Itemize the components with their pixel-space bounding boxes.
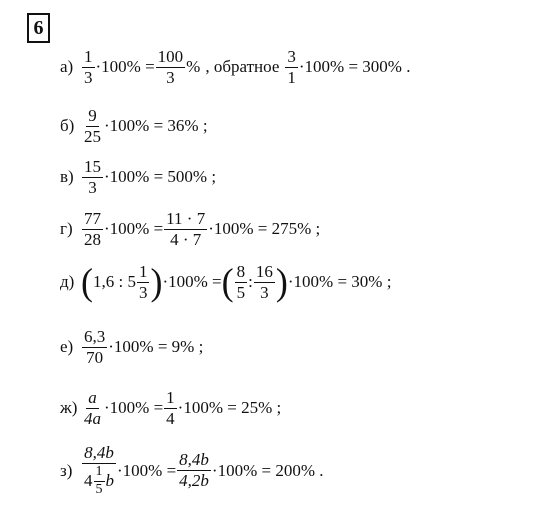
item-label: з) xyxy=(60,460,73,480)
fraction xyxy=(285,48,298,87)
item-g xyxy=(60,210,320,249)
expression-text: 1,6 : 5 xyxy=(93,272,136,292)
whole-part: 4 xyxy=(84,471,93,491)
expression-text: ·100% = 30% ; xyxy=(287,272,392,292)
item-label: д) xyxy=(60,272,75,292)
item-label: г) xyxy=(60,219,73,239)
fraction xyxy=(94,465,105,497)
expression-text: ·100% = xyxy=(162,272,222,292)
item-label: е) xyxy=(60,337,74,357)
expression-text: ·100% = 200% . xyxy=(211,460,324,480)
fraction xyxy=(82,389,103,428)
denominator: 28 xyxy=(84,229,101,249)
fraction xyxy=(82,328,107,367)
item-z xyxy=(60,444,324,497)
expression-text: ·100% = xyxy=(104,219,164,239)
problem-number-box: 6 xyxy=(27,13,50,43)
open-paren: ( xyxy=(221,261,234,304)
fraction xyxy=(254,263,275,302)
numerator: 1 xyxy=(166,388,175,407)
expression-text: ·100% = xyxy=(95,57,155,77)
numerator: 1 xyxy=(94,465,105,482)
close-paren: ) xyxy=(275,261,288,304)
numerator: 9 xyxy=(88,106,97,125)
item-label: б) xyxy=(60,116,75,136)
item-label: в) xyxy=(60,167,74,187)
fraction xyxy=(82,48,95,87)
expression-text: ·100% = xyxy=(117,460,177,480)
denominator: 3 xyxy=(84,67,93,87)
numerator: a xyxy=(88,388,97,407)
expression-text: % xyxy=(186,57,201,77)
item-a xyxy=(60,48,410,87)
fraction xyxy=(82,107,103,146)
fraction xyxy=(82,210,103,249)
numerator: 1 xyxy=(138,262,148,281)
denominator: 3 xyxy=(166,67,175,87)
numerator: 6,3 xyxy=(84,327,106,346)
numerator: 100 xyxy=(157,47,184,66)
denominator xyxy=(82,464,116,497)
variable: b xyxy=(105,471,114,491)
fraction xyxy=(164,210,207,249)
numerator: 3 xyxy=(287,47,296,66)
denominator: 4a xyxy=(84,408,101,428)
denominator: 3 xyxy=(138,282,148,302)
numerator: 1 xyxy=(84,47,93,66)
numerator: 77 xyxy=(84,209,101,228)
item-e xyxy=(60,328,203,367)
expression-text: ·100% = 9% ; xyxy=(108,337,204,357)
item-d xyxy=(60,263,391,302)
expression-text: : xyxy=(248,272,253,292)
fraction xyxy=(156,48,186,87)
numerator: 15 xyxy=(84,157,101,176)
numerator: 16 xyxy=(255,262,273,281)
expression-text: ·100% = 500% ; xyxy=(104,167,217,187)
expression-text: ·100% = 36% ; xyxy=(104,116,208,136)
fraction xyxy=(177,451,211,490)
expression-text: ·100% = xyxy=(104,398,164,418)
fraction xyxy=(82,158,103,197)
denominator: 3 xyxy=(260,282,269,302)
denominator: 4 · 7 xyxy=(170,229,202,249)
denominator: 25 xyxy=(84,126,101,146)
item-zh xyxy=(60,389,281,428)
expression-text: ·100% = 300% . xyxy=(298,57,411,77)
numerator: 8,4b xyxy=(84,443,114,462)
denominator: 5 xyxy=(95,481,103,497)
denominator: 4,2b xyxy=(179,471,209,491)
denominator: 1 xyxy=(287,67,296,87)
close-paren: ) xyxy=(150,261,163,304)
fraction xyxy=(164,389,177,428)
denominator: 5 xyxy=(236,282,246,302)
numerator: 8 xyxy=(236,262,246,281)
expression-text: ·100% = 275% ; xyxy=(208,219,321,239)
expression-text: ·100% = 25% ; xyxy=(177,398,282,418)
denominator: 70 xyxy=(86,347,104,367)
item-label: ж) xyxy=(60,398,78,418)
denominator: 3 xyxy=(88,177,97,197)
numerator: 11 · 7 xyxy=(166,209,206,228)
fraction xyxy=(235,263,248,302)
item-label: а) xyxy=(60,57,74,77)
item-v xyxy=(60,158,216,197)
open-paren: ( xyxy=(81,261,93,304)
expression-text: , обратное xyxy=(205,57,280,77)
denominator: 4 xyxy=(166,408,175,428)
fraction xyxy=(137,263,150,302)
item-b xyxy=(60,107,208,146)
fraction xyxy=(82,444,116,497)
numerator: 8,4b xyxy=(179,450,209,470)
